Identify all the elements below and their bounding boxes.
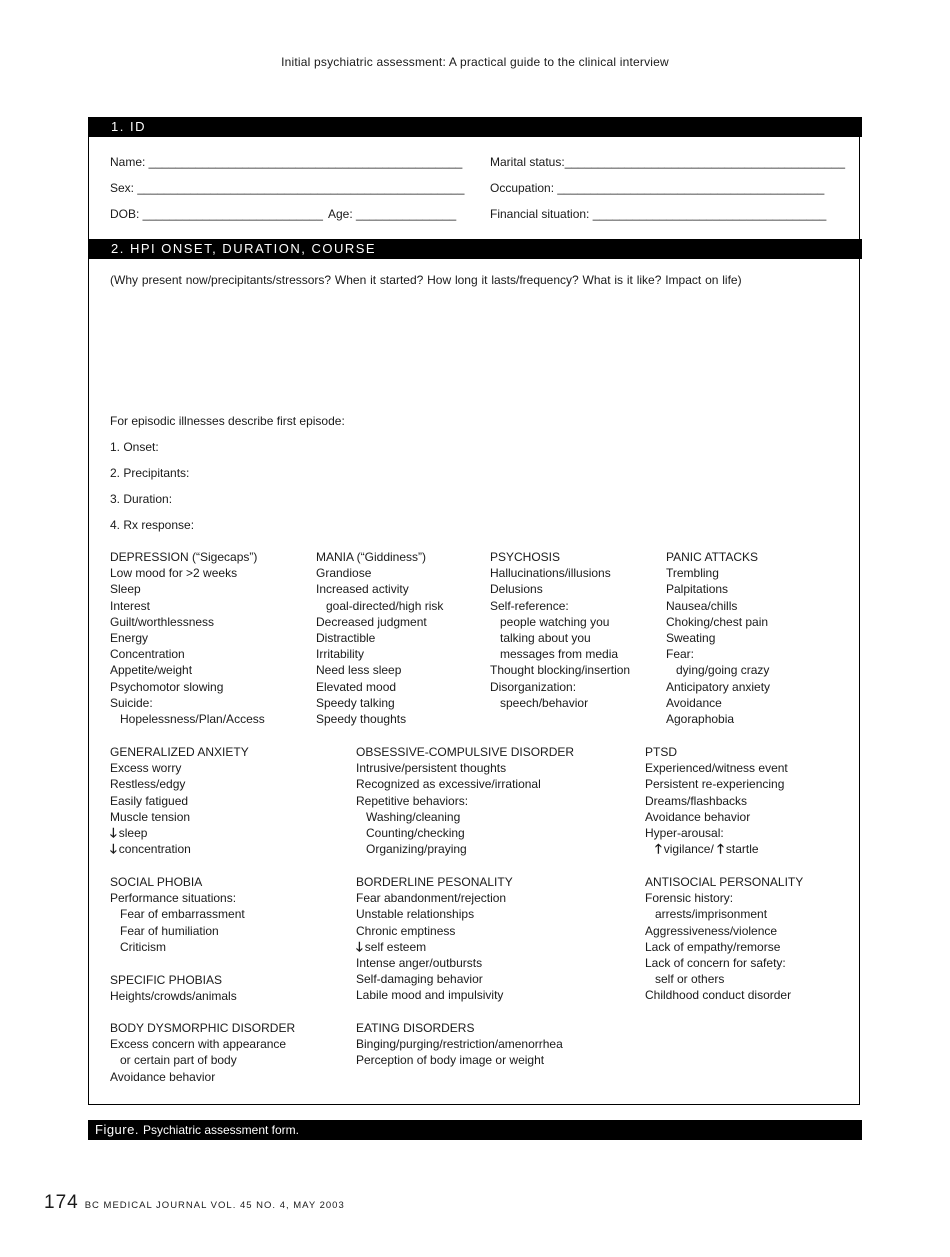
down-arrow-icon: 🡓 (110, 825, 117, 841)
list-item: Low mood for >2 weeks (110, 566, 238, 581)
duration-label: 3. Duration: (110, 492, 173, 506)
hpi-prompts: (Why present now/precipitants/stressors? When it started? How long it lasts/frequency? What is it like? Impact on life) (110, 273, 742, 287)
list-item (110, 825, 249, 841)
list-item: Guilt/worthlessness (110, 614, 215, 629)
list-item: Lack of concern for safety: (645, 956, 786, 971)
list-item: Fear of embarrassment (120, 907, 245, 922)
list-item: Perception of body image or weight (356, 1053, 545, 1068)
list-item: Easily fatigued (110, 793, 189, 808)
list-item: dying/going crazy (676, 663, 770, 678)
list-item: Unstable relationships (356, 907, 475, 922)
list-item: Increased activity (316, 582, 409, 597)
block-heading: BODY DYSMORPHIC DISORDER (110, 1021, 296, 1035)
rx-response-label: 4. Rx response: (110, 518, 195, 532)
list-item: Anticipatory anxiety (666, 679, 771, 694)
list-item-text: self esteem (364, 939, 427, 954)
sex-field: Sex: _________________________________________________ (110, 181, 465, 195)
list-item (110, 841, 249, 857)
list-item: Trembling (666, 566, 719, 581)
list-item: Concentration (110, 647, 185, 662)
occupation-field: Occupation: ________________________________________ (490, 181, 825, 195)
list-item: goal-directed/high risk (326, 598, 444, 613)
list-item: Self-damaging behavior (356, 972, 483, 987)
list-item: Performance situations: (110, 891, 237, 906)
body-dysmorphic-block (110, 1020, 295, 1085)
marital-status-field: Marital status:__________________________________________ (490, 155, 845, 169)
block-heading: PSYCHOSIS (490, 550, 561, 564)
figure-caption-text: Psychiatric assessment form. (142, 1123, 300, 1137)
section-id-title: 1. ID (111, 119, 146, 134)
ptsd-block (645, 744, 788, 857)
block-heading: SPECIFIC PHOBIAS (110, 973, 223, 987)
list-item: Aggressiveness/violence (645, 923, 778, 938)
list-item: Repetitive behaviors: (356, 793, 469, 808)
list-item: speech/behavior (500, 695, 589, 710)
list-item: Fear abandonment/rejection (356, 891, 507, 906)
list-item: Forensic history: (645, 891, 734, 906)
onset-label: 1. Onset: (110, 440, 159, 454)
list-item: Hallucinations/illusions (490, 566, 611, 581)
block-heading: MANIA (“Giddiness”) (316, 550, 427, 564)
list-item: Suicide: (110, 695, 153, 710)
list-item: Self-reference: (490, 598, 569, 613)
list-item (356, 939, 513, 955)
list-item: Delusions (490, 582, 543, 597)
list-item: Intrusive/persistent thoughts (356, 761, 507, 776)
list-item: Palpitations (666, 582, 729, 597)
list-item: Energy (110, 631, 149, 646)
list-item: Chronic emptiness (356, 923, 456, 938)
list-item: Hyper-arousal: (645, 826, 724, 841)
block-heading: SOCIAL PHOBIA (110, 875, 203, 889)
journal-citation: BC MEDICAL JOURNAL VOL. 45 NO. 4, MAY 2003 (84, 1200, 345, 1211)
block-heading: EATING DISORDERS (356, 1021, 475, 1035)
list-item: Dreams/flashbacks (645, 793, 748, 808)
running-head: Initial psychiatric assessment: A practical guide to the clinical interview (281, 55, 669, 69)
down-arrow-icon: 🡓 (110, 841, 117, 857)
list-item: self or others (655, 972, 725, 987)
list-item: Grandiose (316, 566, 372, 581)
list-item: Binging/purging/restriction/amenorrhea (356, 1037, 563, 1052)
list-item-text: concentration (118, 842, 191, 857)
list-item: Fear of humiliation (120, 923, 219, 938)
list-item: Interest (110, 598, 151, 613)
block-heading: GENERALIZED ANXIETY (110, 745, 249, 759)
precipitants-label: 2. Precipitants: (110, 466, 190, 480)
block-heading: PANIC ATTACKS (666, 550, 759, 564)
list-item: Counting/checking (366, 826, 465, 841)
list-item-text: sleep (118, 826, 148, 841)
specific-phobias-block (110, 972, 237, 1004)
list-item: Excess worry (110, 761, 182, 776)
page-number: 174 (44, 1192, 79, 1213)
section-id-header (88, 117, 862, 137)
list-item: Recognized as excessive/irrational (356, 777, 541, 792)
psychosis-block (490, 549, 630, 711)
mania-block (316, 549, 443, 727)
list-item: Organizing/praying (366, 842, 467, 857)
up-arrow-icon: 🡑 (655, 841, 662, 857)
section-hpi-title: 2. HPI ONSET, DURATION, COURSE (111, 241, 377, 256)
list-item: Persistent re-experiencing (645, 777, 785, 792)
age-field: Age: _______________ (328, 207, 457, 221)
list-item: or certain part of body (120, 1053, 237, 1068)
name-field: Name: _______________________________________________ (110, 155, 463, 169)
social-phobia-block (110, 874, 245, 955)
eating-disorders-block (356, 1020, 563, 1069)
depression-block (110, 549, 265, 727)
list-item: Distractible (316, 631, 376, 646)
list-item: Labile mood and impulsivity (356, 988, 504, 1003)
list-item: Agoraphobia (666, 712, 735, 727)
block-heading: DEPRESSION (“Sigecaps”) (110, 550, 258, 564)
block-heading: OBSESSIVE-COMPULSIVE DISORDER (356, 745, 575, 759)
down-arrow-icon: 🡓 (356, 938, 363, 954)
list-item-text: startle (725, 842, 759, 857)
list-item: Choking/chest pain (666, 614, 769, 629)
dob-field: DOB: ___________________________ (110, 207, 323, 221)
list-item: Nausea/chills (666, 598, 738, 613)
list-item: Decreased judgment (316, 614, 427, 629)
page-footer (44, 1192, 345, 1214)
list-item: Speedy talking (316, 695, 395, 710)
list-item: Restless/edgy (110, 777, 186, 792)
financial-situation-field: Financial situation: ___________________________________ (490, 207, 827, 221)
list-item: Disorganization: (490, 679, 577, 694)
list-item: Avoidance behavior (645, 809, 751, 824)
list-item: Criticism (120, 939, 166, 954)
list-item: Fear: (666, 647, 695, 662)
list-item: people watching you (500, 614, 610, 629)
panic-attacks-block (666, 549, 770, 727)
list-item: Thought blocking/insertion (490, 663, 631, 678)
borderline-personality-block (356, 874, 513, 1004)
list-item: Muscle tension (110, 809, 191, 824)
section-hpi-header (88, 239, 862, 259)
block-heading: ANTISOCIAL PERSONALITY (645, 875, 804, 889)
antisocial-personality-block (645, 874, 803, 1004)
figure-label: Figure. (95, 1122, 139, 1137)
block-heading: PTSD (645, 745, 678, 759)
list-item: Heights/crowds/animals (110, 989, 237, 1004)
list-item: Elevated mood (316, 679, 397, 694)
list-item (645, 841, 788, 857)
list-item: Avoidance (666, 695, 722, 710)
list-item: Washing/cleaning (366, 809, 461, 824)
block-heading: BORDERLINE PESONALITY (356, 875, 513, 889)
list-item: Psychomotor slowing (110, 679, 224, 694)
list-item: Appetite/weight (110, 663, 193, 678)
episodic-instruction: For episodic illnesses describe first episode: (110, 414, 345, 428)
list-item: Sleep (110, 582, 141, 597)
list-item: arrests/imprisonment (655, 907, 768, 922)
list-item: Childhood conduct disorder (645, 988, 792, 1003)
generalized-anxiety-block (110, 744, 249, 857)
list-item: Sweating (666, 631, 716, 646)
figure-caption (88, 1120, 862, 1140)
list-item: Intense anger/outbursts (356, 956, 483, 971)
list-item: Avoidance behavior (110, 1069, 216, 1084)
list-item: Hopelessness/Plan/Access (120, 712, 265, 727)
list-item: Experienced/witness event (645, 761, 788, 776)
list-item: Need less sleep (316, 663, 402, 678)
up-arrow-icon: 🡑 (717, 841, 724, 857)
list-item: Speedy thoughts (316, 712, 407, 727)
list-item: Irritability (316, 647, 365, 662)
list-item: Excess concern with appearance (110, 1037, 287, 1052)
list-item: Lack of empathy/remorse (645, 939, 781, 954)
list-item-text: vigilance/ (663, 842, 714, 857)
ocd-block (356, 744, 574, 857)
list-item: talking about you (500, 631, 591, 646)
list-item: messages from media (500, 647, 619, 662)
